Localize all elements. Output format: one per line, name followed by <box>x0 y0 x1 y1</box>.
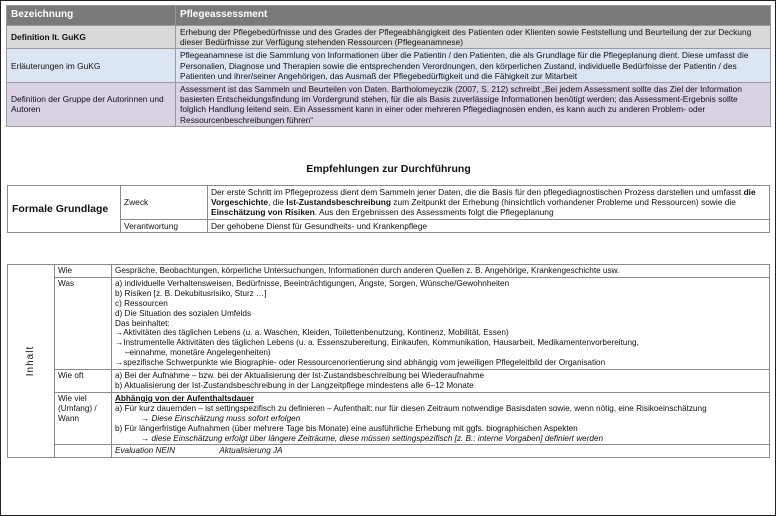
verantwortung-label: Verantwortung <box>121 219 208 232</box>
formal-table <box>7 185 770 233</box>
row-text: Assessment ist das Sammeln und Beurteilen von Daten. Bartholomeyczik (2007, S. 212) schreibt „Bei jedem Assessment sollte das Ziel der Information basierten Entscheidungsfindung im Vordergrund stehen, für die als Basis zuverlässige Informationen benötigt werden; das Assessment-Ergebnis sollte folglich Handlung leitend sein. Ein Assessment kann in einer oder mehreren Pflegediagnosen enden, es kann auch zu anderen Problem- oder Ressourcenbeschreibungen führen“ <box>176 83 771 127</box>
zweck-part: . Aus den Ergebnissen des Assessments folgt die Pflegeplanung <box>314 207 554 218</box>
was-content <box>112 277 770 369</box>
wieviel-content <box>112 392 770 445</box>
list-item: → diese Einschätzung erfolgt über längere Zeiträume, diese müssen settingspezifisch [z. B.: interne Vorgaben] definiert werden <box>141 433 604 443</box>
list-item: –einnahme, monetäre Angelegenheiten) <box>125 348 271 358</box>
table-row <box>8 186 770 220</box>
list-item: b) Für längerfristige Aufnahmen (über mehrere Tage bis Monate) eine ausführliche Erhebung mit ggfs. biographischen Aspekten <box>115 423 578 433</box>
aktualisierung-text: Aktualisierung JA <box>219 446 283 456</box>
was-beinhaltet: Das beinhaltet: <box>115 318 170 328</box>
zweck-risiken: Einschätzung von Risiken <box>211 207 315 218</box>
eval-empty <box>55 445 112 458</box>
table-row <box>8 392 770 445</box>
wieoft-content <box>112 370 770 393</box>
inhalt-label: Inhalt <box>25 345 37 377</box>
list-item: c) Ressourcen <box>115 298 168 308</box>
row-label: Definition der Gruppe der Autorinnen und Autoren <box>7 83 176 127</box>
inhalt-table <box>7 264 770 458</box>
eval-content <box>112 445 770 458</box>
table-row <box>7 83 771 127</box>
list-item: b) Risiken [z. B. Dekubitusrisiko, Sturz …] <box>115 288 267 298</box>
table-row <box>7 26 771 49</box>
list-item: a) individuelle Verhaltensweisen, Bedürfnisse, Beeinträchtigungen, Ängste, Sorgen, Wünsche/Gewohnheiten <box>115 278 510 288</box>
wie-text: Gespräche, Beobachtungen, körperliche Untersuchungen, Informationen durch anderen Quellen z. B. Angehörige, Krankengeschichte usw. <box>112 265 770 278</box>
zweck-text <box>208 186 770 220</box>
row-label: Definition lt. GuKG <box>7 26 176 49</box>
header-pflegeassessment: Pflegeassessment <box>176 6 771 26</box>
zweck-part: Der erste Schritt im Pflegeprozess dient dem Sammeln jener Daten, die die Basis für den pflegediagnostischen Prozess darstellen und umfasst <box>211 187 744 197</box>
list-item: d) Die Situation des sozialen Umfelds <box>115 308 252 318</box>
zweck-part: , die <box>268 197 287 208</box>
row-text: Pflegeanamnese ist die Sammlung von Informationen über die Patientin / den Patienten, die als Grundlage für die Pflegeplanung dient. Diese umfasst die Personalien, Diagnose und Therapien sowie die entsprechenden Verordnungen, den körperlichen Zustand, individuelle Bedürfnisse der Patientin / des Patienten und ihrer/seiner Angehörigen, das Ausmaß der Pflegebedürftigkeit und die Fähigkeit zur Mitarbeit <box>176 49 771 83</box>
list-item: →Instrumentelle Aktivitäten des täglichen Lebens (u. a. Essenszubereitung, Einkaufen, Kommunikation, Hausarbeit, Medikamentenvorbereitung, <box>115 338 639 348</box>
list-item: →spezifische Schwerpunkte wie Biographie- oder Ressourcenorientierung sind abhängig vom jeweiligen Pflegeleitbild der Organisation <box>115 358 606 368</box>
zweck-part: zum Zeitpunkt der Erhebung (hinsichtlich vorhandener Probleme und Ressourcen) sowie die <box>390 197 736 208</box>
list-item: a) Für kurz dauernden – ist settingspezifisch zu definieren – Aufenthalt: nur für diesen Zeitraum notwendige Basisdaten sowie, wenn nötig, eine Risikoeinschätzung <box>115 403 707 413</box>
zweck-vorgeschichte: die Vorgeschichte <box>211 187 756 208</box>
table-row <box>8 370 770 393</box>
header-bezeichnung: Bezeichnung <box>7 6 176 26</box>
was-label: Was <box>55 277 112 369</box>
list-item: a) Bei der Aufnahme – bzw. bei der Aktualisierung der Ist-Zustandsbeschreibung bei Wiederaufnahme <box>115 371 485 381</box>
wieviel-heading: Abhängig von der Aufenthaltsdauer <box>115 393 254 403</box>
definition-table <box>6 5 771 127</box>
wie-label: Wie <box>55 265 112 278</box>
header-row <box>7 6 771 26</box>
inhalt-label-cell <box>8 265 55 458</box>
list-item: → Diese Einschätzung muss sofort erfolgen <box>141 413 301 423</box>
row-text: Erhebung der Pflegebedürfnisse und des Grades der Pflegeabhängigkeit des Patienten oder Klienten sowie Feststellung und Beurteilung der zur Deckung dieser Bedürfnisse zur Verfügung stehenden Ressourcen (Pflegeanamnese) <box>176 26 771 49</box>
row-label: Erläuterungen im GuKG <box>7 49 176 83</box>
list-item: →Aktivitäten des täglichen Lebens (u. a. Waschen, Kleiden, Toilettenbenutzung, Kontinenz, Mobilität, Essen) <box>115 328 509 338</box>
wieviel-label: Wie viel (Umfang) / Wann <box>55 392 112 445</box>
table-row <box>8 265 770 278</box>
table-row <box>8 445 770 458</box>
zweck-label: Zweck <box>121 186 208 220</box>
verantwortung-text: Der gehobene Dienst für Gesundheits- und Krankenpflege <box>208 219 770 232</box>
section-title: Empfehlungen zur Durchführung <box>306 163 471 175</box>
formal-label: Formale Grundlage <box>8 186 121 233</box>
wieoft-label: Wie oft <box>55 370 112 393</box>
evaluation-text: Evaluation NEIN <box>115 446 176 456</box>
list-item: b) Aktualisierung der Ist-Zustandsbeschreibung in der Langzeitpflege mindestens alle 6–12 Monate <box>115 380 474 390</box>
table-row <box>8 219 770 232</box>
table-row <box>8 277 770 369</box>
table-row <box>7 49 771 83</box>
zweck-ist-zustand: Ist-Zustandsbeschreibung <box>286 197 391 208</box>
